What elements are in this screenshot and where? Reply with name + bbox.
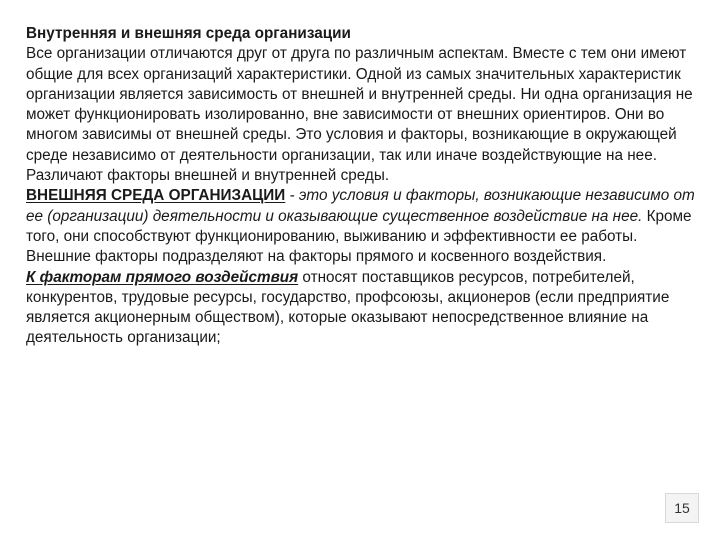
slide-content xyxy=(26,24,704,349)
slide-title: Внутренняя и внешняя среда организации xyxy=(26,25,351,42)
paragraph-direct-factors-rest: относят поставщиков ресурсов, потребителей, конкурентов, трудовые ресурсы, государство, профсоюзы, акционеров (если предприятие является акционерным обществом), которые оказывают непосредственное влияние на деятельность организации; xyxy=(26,268,670,347)
paragraph-external-environment xyxy=(26,186,704,267)
definition-external-environment: - это условия и факторы, возникающие независимо от ее (организации) деятельности и оказывающие существенное воздействие на нее. xyxy=(26,187,695,225)
term-direct-factors: К факторам прямого воздействия xyxy=(26,268,299,286)
paragraph-factors: Различают факторы внешней и внутренней среды. xyxy=(26,167,390,185)
term-external-environment: ВНЕШНЯЯ СРЕДА ОРГАНИЗАЦИИ xyxy=(26,187,286,205)
page-number: 15 xyxy=(665,493,699,523)
paragraph-external-environment-rest: Кроме того, они способствуют функционированию, выживанию и эффективности ее работы. Внешние факторы подразделяют на факторы прямого и косвенного воздействия. xyxy=(26,207,692,266)
paragraph-intro: Все организации отличаются друг от друга по различным аспектам. Вместе с тем они имеют общие для всех организаций характеристики. Одной из самых значительных характеристик организации является зависимость от внешней и внутренней среды. Ни одна организация не может функционировать изолированно, вне зависимости от внешних ориентиров. Они во многом зависимы от внешней среды. Это условия и факторы, возникающие в окружающей среде независимо от деятельности организации, так или иначе воздействующие на нее. xyxy=(26,45,693,164)
paragraph-direct-factors xyxy=(26,268,704,349)
